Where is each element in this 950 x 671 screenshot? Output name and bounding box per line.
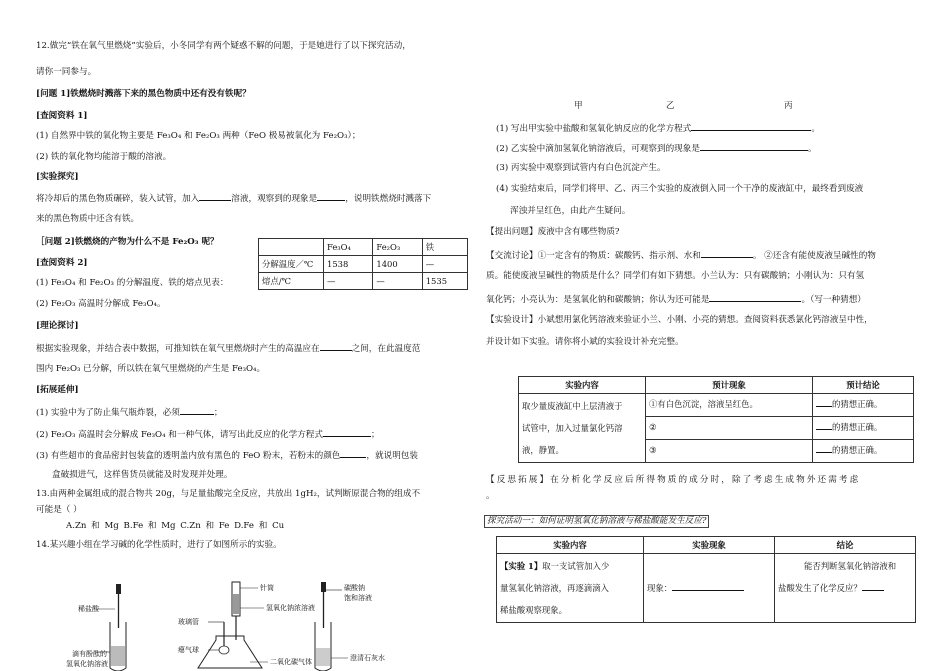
disc3-text-a: 氧化钙；小亮认为：是氢氧化钠和碳酸钠；你认为还可能是 xyxy=(486,295,710,305)
answer-blank[interactable] xyxy=(700,141,808,151)
conclusion-line: 能否判断氢氧化钠溶液和 xyxy=(804,561,897,571)
right-item2 xyxy=(496,141,817,155)
syringe-flask-apparatus xyxy=(178,582,315,668)
exp-text-b: 溶液，观察到的现象是 xyxy=(231,194,318,204)
item1-text: (1) 写出甲实验中盐酸和氢氧化钠反应的化学方程式 xyxy=(496,124,692,134)
ext-item3-text-b: ，就说明包装 xyxy=(366,451,418,461)
conclusion-cell xyxy=(813,417,914,440)
table-header: 实验内容 xyxy=(519,377,646,394)
q12-line2: 请你一同参与。 xyxy=(36,67,97,77)
extension-item2 xyxy=(36,427,380,441)
theory-text-b: 之间，在此温度范 xyxy=(351,344,421,354)
conclusion-cell xyxy=(813,440,914,463)
reflection-line: 【反思拓展】在分析化学反应后所得物质的成分时，除了考虑生成物外还需考虑 xyxy=(486,475,861,485)
label-dilute-hcl: 稀盐酸 xyxy=(78,605,99,613)
ref1-item1: (1) 自然界中铁的氧化物主要是 Fe₃O₄ 和 Fe₂O₃ 两种（FeO 极易被氧化为 Fe₂O₃）； xyxy=(36,131,361,141)
disc1-text-b: 。 ②还含有能使废液呈碱性的物 xyxy=(752,251,876,261)
figure-label-bing: 丙 xyxy=(784,101,793,111)
theory-line2: 围内 Fe₂O₃ 已分解，所以铁在氧气里燃烧的产生是 Fe₃O₄。 xyxy=(36,364,266,374)
q12-line1: 12.做完“铁在氧气里燃烧”实验后，小冬同学有两个疑惑不解的问题，于是她进行了以下探究活动， xyxy=(36,41,411,51)
exp-text-c: ，说明铁燃烧时溅落下 xyxy=(345,194,432,204)
experiment-figure xyxy=(36,580,468,671)
extension-heading: [拓展延伸] xyxy=(36,385,79,395)
content-text: 取一支试管加入少 xyxy=(542,561,610,571)
right-item4-cont: 浑浊并呈红色，由此产生疑问。 xyxy=(510,206,631,216)
conclusion-cell xyxy=(813,394,914,417)
conclusion-line xyxy=(778,577,912,599)
label-balloon: 瘪气球 xyxy=(178,646,199,654)
problem1-heading: [问题 1]铁燃烧时溅落下来的黑色物质中还有没有铁呢？ xyxy=(36,89,251,99)
content-line: 量氢氧化钠溶液，再逐滴滴入 xyxy=(500,583,609,593)
table-header: 结论 xyxy=(775,537,916,554)
ext-item1-text: (1) 实验中为了防止集气瓶炸裂，必须 xyxy=(36,408,180,418)
item2-text: (2) 乙实验中滴加氢氧化钠溶液后，可观察到的现象是 xyxy=(496,144,700,154)
table-header: 预计结论 xyxy=(813,377,914,394)
table-header: 预计现象 xyxy=(646,377,813,394)
table-header: 实验现象 xyxy=(644,537,775,554)
answer-blank[interactable] xyxy=(862,581,884,591)
table-cell: 1400 xyxy=(373,256,422,273)
design-line2: 并设计如下实验。请你将小斌的实验设计补充完整。 xyxy=(486,337,684,347)
table-cell: 熔点/℃ xyxy=(259,273,324,290)
answer-blank[interactable] xyxy=(816,443,832,453)
conclusion-text: 盐酸发生了化学反应？ xyxy=(778,583,862,593)
question-raised: 【提出问题】废液中含有哪些物质? xyxy=(486,227,620,237)
dropper-tube-apparatus xyxy=(66,584,126,671)
table-header-row xyxy=(259,239,468,256)
content-cell xyxy=(497,554,644,623)
experiment-line2: 来的黑色物质中还含有铁。 xyxy=(36,214,140,224)
table-cell: 1538 xyxy=(324,256,373,273)
table-cell: — xyxy=(373,273,422,290)
extension-item3-cont: 盒破损进气，这样售货员就能及时发现并处理。 xyxy=(52,470,233,480)
content-cell xyxy=(519,394,646,463)
content-line: 稀盐酸观察现象。 xyxy=(500,605,567,615)
conclusion-text: 的猜想正确。 xyxy=(832,445,883,455)
answer-blank[interactable] xyxy=(320,341,352,351)
table-cell: 分解温度／℃ xyxy=(259,256,324,273)
theory-heading: [理论探讨] xyxy=(36,321,79,331)
discussion-line3 xyxy=(486,292,866,306)
content-line xyxy=(500,555,640,577)
conclusion-text: 的猜想正确。 xyxy=(832,422,883,432)
label-naoh-solution: 氢氧化钠溶液 xyxy=(66,660,108,668)
table-cell: Fe₃O₄ xyxy=(324,239,373,256)
table-header: 实验内容 xyxy=(497,537,644,554)
answer-blank[interactable] xyxy=(199,191,231,201)
q13-line2: 可能是（ ） xyxy=(36,505,82,515)
temperature-table xyxy=(258,238,468,290)
table-row xyxy=(497,554,916,623)
extension-item1 xyxy=(36,405,222,419)
phenomenon-cell: ①有白色沉淀，溶液呈红色。 xyxy=(646,394,813,417)
table-cell: 铁 xyxy=(422,239,467,256)
answer-blank[interactable] xyxy=(701,248,753,258)
label-co2: 二氧化碳气体 xyxy=(270,658,312,666)
figure-label-yi: 乙 xyxy=(666,101,675,111)
phenomenon-cell xyxy=(644,554,775,623)
label-glass-tube: 玻璃管 xyxy=(178,618,199,626)
q13-line1: 13.由两种金属组成的混合物共 20g，与足量盐酸完全反应，共放出 1gH₂，试判断原混合物的组成不 xyxy=(36,489,421,499)
phenomenon-cell: ③ xyxy=(646,440,813,463)
answer-blank[interactable] xyxy=(816,397,832,407)
table-row xyxy=(519,394,914,417)
ext-item2-text: (2) Fe₂O₃ 高温时会分解成 Fe₃O₄ 和一种气体，请写出此反应的化学方程式 xyxy=(36,430,323,440)
content-line: 液，静置。 xyxy=(522,445,564,455)
ref2-heading: [查阅资料 2] xyxy=(36,258,88,268)
q13-options: A.Zn 和 Mg B.Fe 和 Mg C.Zn 和 Fe D.Fe 和 Cu xyxy=(66,521,285,531)
conclusion-cell xyxy=(775,554,916,623)
answer-blank[interactable] xyxy=(691,121,811,131)
theory-text-a: 根据实验现象，并结合表中数据，可推知铁在氧气里燃烧时产生的高温应在 xyxy=(36,344,320,354)
design-line1: 【实验设计】小斌想用氯化钙溶液来验证小兰、小刚、小亮的猜想。查阅资料获悉氯化钙溶液呈中性， xyxy=(486,315,873,325)
table-cell: 1535 xyxy=(422,273,467,290)
ref1-item2: (2) 铁的氧化物均能溶于酸的溶液。 xyxy=(36,152,172,162)
table-header-row xyxy=(519,377,914,394)
experiment-heading: [实验探究] xyxy=(36,172,79,182)
disc3-text-b: 。（写一种猜想） xyxy=(801,295,866,305)
table-cell: Fe₂O₃ xyxy=(373,239,422,256)
theory-line1 xyxy=(36,341,420,355)
table-cell xyxy=(259,239,324,256)
right-item3: (3) 丙实验中观察到试管内有白色沉淀产生。 xyxy=(496,163,666,173)
label-phenol: 滴有酚酞的 xyxy=(72,650,107,658)
problem2-heading: ［问题 2]铁燃烧的产物为什么不是 Fe₂O₃ 呢？ xyxy=(36,237,219,247)
activity-table xyxy=(496,536,916,623)
table-row xyxy=(259,273,468,290)
answer-blank[interactable] xyxy=(180,405,214,415)
content-line: 试管中，加入过量氯化钙溶 xyxy=(522,423,623,433)
table-row xyxy=(259,256,468,273)
label-limewater: 澄清石灰水 xyxy=(350,654,385,662)
phenomenon-cell: ② xyxy=(646,417,813,440)
ext-item2-end: ； xyxy=(370,430,380,440)
exp-text-a: 将冷却后的黑色物质碾碎，装入试管，加入 xyxy=(36,194,200,204)
label-na2co3: 碳酸钠 xyxy=(344,584,365,592)
experiment-line1 xyxy=(36,191,431,205)
answer-blank[interactable] xyxy=(709,292,801,302)
conclusion-text: 的猜想正确。 xyxy=(832,399,883,409)
ref2-item2: (2) Fe₂O₃ 高温时分解成 Fe₃O₄。 xyxy=(36,299,166,309)
label-syringe: 针筒 xyxy=(260,584,274,592)
item1-end: 。 xyxy=(811,124,820,134)
answer-blank[interactable] xyxy=(317,191,345,201)
ref2-item1: (1) Fe₃O₄ 和 Fe₂O₃ 的分解温度、铁的熔点见表： xyxy=(36,278,229,288)
discussion-line1 xyxy=(486,248,876,262)
table-cell: — xyxy=(422,256,467,273)
answer-blank[interactable] xyxy=(340,448,366,458)
phenomenon-label: 现象： xyxy=(647,583,673,593)
label-naoh-conc: 氢氧化钠浓溶液 xyxy=(266,604,315,612)
q14-line: 14.某兴趣小组在学习碱的化学性质时，进行了如图所示的实验。 xyxy=(36,540,282,550)
reflection-dot: 。 xyxy=(486,491,495,501)
right-item4: (4) 实验结束后，同学们将甲、乙、丙三个实验的废液倒入同一个干净的废液缸中，最终看到废液 xyxy=(496,184,864,194)
extension-item3 xyxy=(36,448,418,462)
right-item1 xyxy=(496,121,820,135)
experiment-label: 【实验 1】 xyxy=(500,561,543,571)
table-header-row xyxy=(497,537,916,554)
activity-title: 探究活动一：如何证明氢氧化钠溶液与稀盐酸能发生反应? xyxy=(484,515,709,528)
disc1-text-a: 【交流讨论】①一定含有的物质：碳酸钙、指示剂、水和 xyxy=(486,251,701,261)
dropper-limewater-apparatus xyxy=(315,582,385,671)
table-cell: — xyxy=(324,273,373,290)
ext-item3-text-a: (3) 有些超市的食品密封包装盒的透明盖内放有黑色的 FeO 粉末，若粉末的颜色 xyxy=(36,451,341,461)
content-line: 取少量废液缸中上层清液于 xyxy=(522,401,623,411)
answer-blank[interactable] xyxy=(323,427,371,437)
ext-item1-end: ； xyxy=(213,408,223,418)
ref1-heading: [查阅资料 1] xyxy=(36,111,88,121)
answer-blank[interactable] xyxy=(816,420,832,430)
label-saturated: 饱和溶液 xyxy=(344,594,372,602)
discussion-line2: 质。能使废液呈碱性的物质是什么？同学们有如下猜想。小兰认为：只有碳酸钠；小刚认为：只有氢 xyxy=(486,271,865,281)
experiment-design-table xyxy=(518,376,914,463)
answer-blank[interactable] xyxy=(672,581,744,591)
item2-end: 。 xyxy=(807,144,817,154)
figure-label-jia: 甲 xyxy=(574,101,583,111)
